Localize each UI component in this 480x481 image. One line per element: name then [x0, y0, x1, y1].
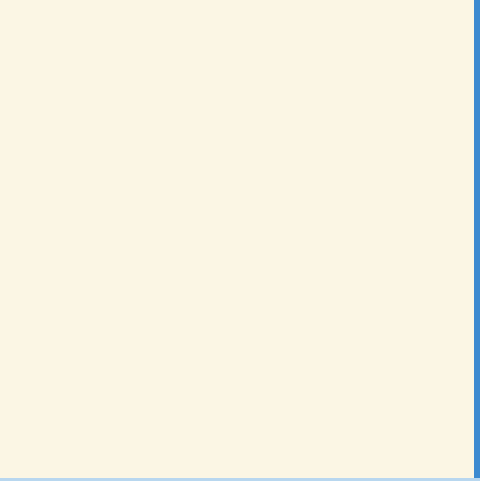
page-edge-stripe — [474, 0, 480, 481]
word-cloud — [240, 0, 480, 135]
